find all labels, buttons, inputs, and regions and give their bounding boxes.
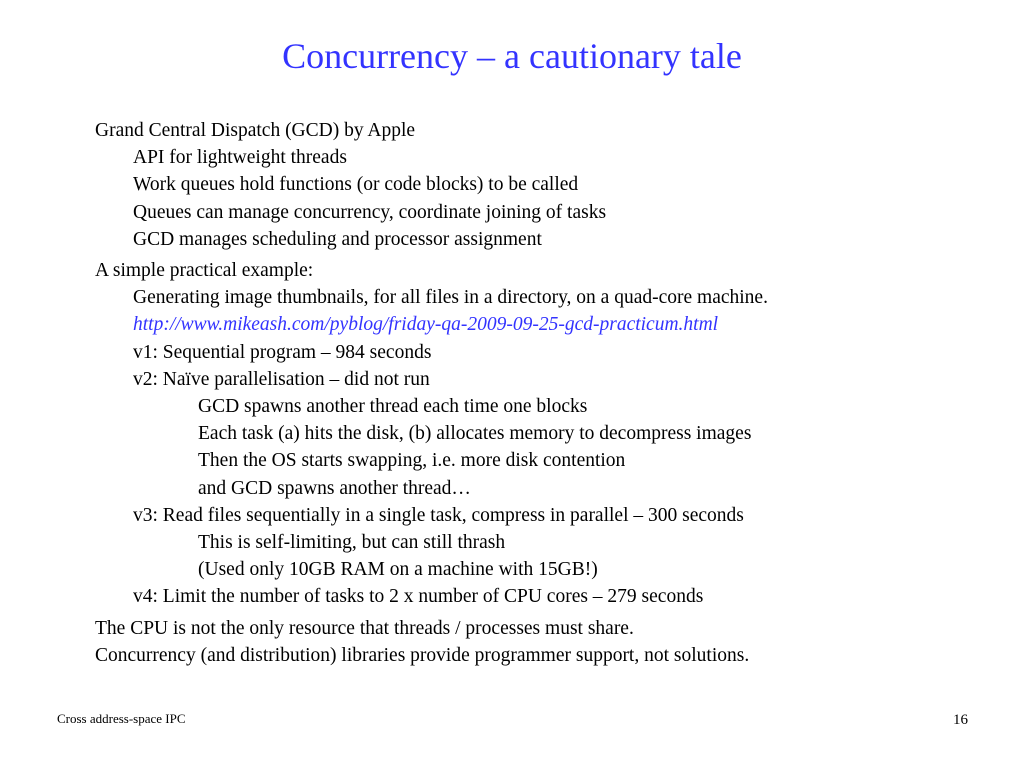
page-number: 16 — [953, 712, 968, 728]
v2-detail: GCD spawns another thread each time one blocks — [198, 396, 588, 418]
version-1: v1: Sequential program – 984 seconds — [133, 341, 432, 363]
conclusion: The CPU is not the only resource that threads / processes must share. — [95, 617, 634, 639]
example-link-row — [95, 311, 975, 338]
conclusion: Concurrency (and distribution) libraries provide programmer support, not solutions. — [95, 644, 750, 666]
v3-detail: This is self-limiting, but can still thrash — [198, 532, 506, 554]
slide-title: Concurrency – a cautionary tale — [282, 36, 742, 76]
gcd-point: GCD manages scheduling and processor assignment — [133, 228, 542, 250]
example-intro: Generating image thumbnails, for all files in a directory, on a quad-core machine. — [133, 287, 768, 309]
v2-detail: Then the OS starts swapping, i.e. more disk contention — [198, 450, 626, 472]
v3-detail: (Used only 10GB RAM on a machine with 15GB!) — [198, 559, 598, 581]
version-4: v4: Limit the number of tasks to 2 x number of CPU cores – 279 seconds — [133, 586, 704, 608]
gcd-point: API for lightweight threads — [133, 147, 347, 169]
gcd-point: Queues can manage concurrency, coordinate joining of tasks — [133, 201, 607, 223]
footer-label: Cross address-space IPC — [57, 711, 186, 726]
version-2: v2: Naïve parallelisation – did not run — [133, 368, 430, 390]
version-3: v3: Read files sequentially in a single task, compress in parallel – 300 seconds — [133, 504, 744, 526]
v2-detail: Each task (a) hits the disk, (b) allocates memory to decompress images — [198, 423, 752, 445]
example-link[interactable]: http://www.mikeash.com/pyblog/friday-qa-2009-09-25-gcd-practicum.html — [133, 314, 719, 336]
v2-detail: and GCD spawns another thread… — [198, 477, 471, 499]
example-heading: A simple practical example: — [95, 260, 314, 282]
gcd-point: Work queues hold functions (or code blocks) to be called — [133, 174, 579, 196]
gcd-heading: Grand Central Dispatch (GCD) by Apple — [95, 120, 416, 141]
slide-body — [95, 117, 975, 669]
